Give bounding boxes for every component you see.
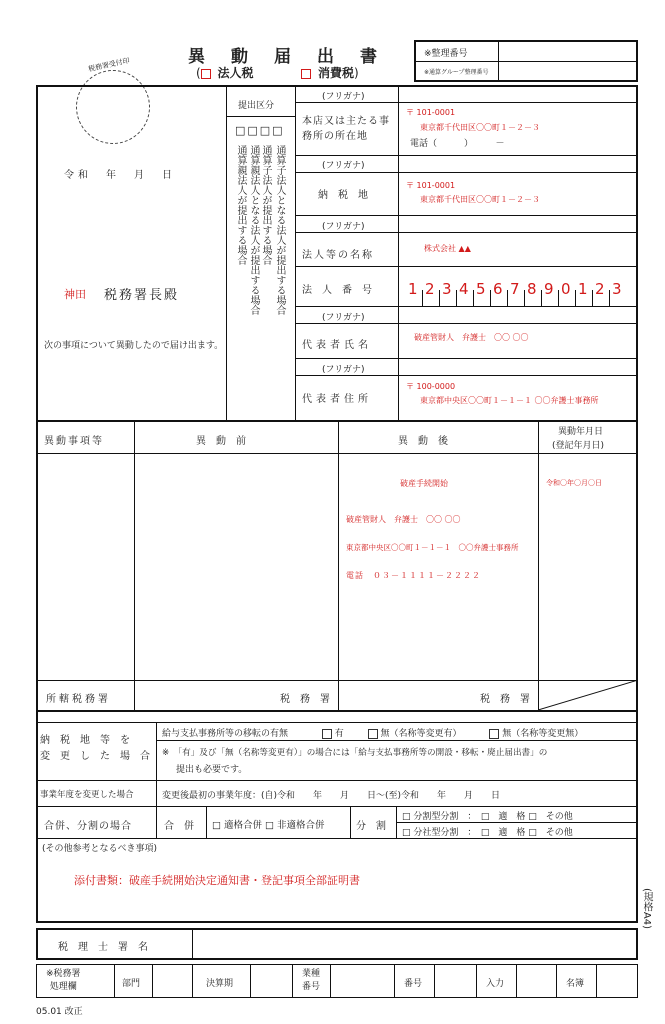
rep-name[interactable]: 破産管財人 弁護士 〇〇 〇〇 [414, 333, 529, 342]
split-type-b[interactable]: □ 分社型分割 ： □ 適 格 □ その他 [402, 828, 573, 838]
col-date-sub: (登記年月日) [552, 441, 605, 451]
category-label: 提出区分 [238, 101, 275, 111]
split-cell: 分 割 [356, 821, 386, 832]
corp-no-digits[interactable] [398, 268, 638, 306]
corp-no-digit: 2 [595, 280, 605, 298]
corp-tax-checkbox[interactable] [201, 69, 211, 79]
register-label: 名簿 [566, 979, 585, 989]
hq-phone[interactable]: 電話（ ） － [410, 139, 505, 149]
input-label: 入力 [486, 979, 505, 989]
tax-type-line: ( 法人税 消費税) [196, 66, 359, 80]
corp-name-label: 法人等の名称 [302, 250, 374, 261]
tax-place-change-line1: 納 税 地 等 を [40, 735, 130, 746]
after-line-4[interactable]: 電話 ０３－１１１１－２２２２ [346, 571, 481, 580]
change-item-cell[interactable] [37, 454, 133, 680]
after-line-2[interactable]: 破産管財人 弁護士 〇〇 〇〇 [346, 515, 461, 524]
other-label: (その他参考となるべき事項) [42, 844, 158, 854]
after-line-3[interactable]: 東京都中央区〇〇町１－１－１ 〇〇弁護士事務所 [346, 543, 519, 552]
hq-label: 本店又は主たる事務所の所在地 [302, 116, 390, 142]
fy-label: 事業年度を変更した場合 [40, 790, 134, 800]
notice-text: 次の事項について異動したので届け出ます。 [44, 341, 224, 351]
consumption-tax-label: 消費税 [318, 66, 355, 80]
tax-office-suffix: 税務署長殿 [104, 288, 180, 303]
hq-postal[interactable]: 〒 101-0001 [406, 108, 456, 117]
corp-name[interactable]: 株式会社 ▲▲ [424, 244, 471, 253]
furigana-3: (フリガナ) [322, 222, 365, 232]
merger-label: 合併、分割の場合 [44, 821, 132, 832]
furigana-1: (フリガナ) [322, 92, 365, 102]
reception-stamp-label: 税務署受付印 [87, 56, 131, 74]
col-before: 異 動 前 [196, 436, 246, 447]
col-item: 異動事項等 [44, 436, 104, 447]
office-after[interactable]: 税 務 署 [480, 694, 530, 705]
number-label: 番号 [404, 979, 423, 989]
transfer-question [162, 726, 583, 739]
note-line-1: ※ 「有」及び「無（名称等変更有）」の場合には「給与支払事務所等の開設・移転・廃止届出書」の [162, 748, 548, 758]
tax-place-change-label [40, 733, 150, 765]
corp-no-digit: 5 [476, 280, 486, 298]
merger-options[interactable]: □ 適格合併 □ 非適格合併 [212, 820, 325, 831]
opt-no-unchanged: 無（名称等変更無） [502, 729, 584, 739]
dept-label: 部門 [122, 979, 141, 989]
tax-accountant-input[interactable] [194, 930, 636, 958]
corp-no-digit: 3 [442, 280, 452, 298]
industry-label [302, 968, 320, 994]
industry-line1: 業種 [302, 969, 321, 979]
ref-no-input[interactable] [500, 42, 636, 60]
category-checkboxes[interactable]: □□□□ [235, 124, 285, 137]
group-ref-label: ※通算グループ整理番号 [424, 69, 489, 76]
corp-no-digit: 8 [527, 280, 537, 298]
group-ref-input[interactable] [500, 63, 636, 81]
opt-no-changed: 無（名称等変更有） [380, 729, 462, 739]
opt-no-unchanged-checkbox[interactable] [489, 729, 499, 739]
category-option-2: 通算子法人が提出する場合 [260, 145, 271, 265]
ref-no-label: ※整理番号 [424, 49, 468, 59]
change-date-value[interactable]: 令和〇年〇月〇日 [546, 479, 602, 487]
transfer-q-text: 給与支払事務所等の移転の有無 [162, 729, 289, 739]
tax-postal[interactable]: 〒 101-0001 [406, 181, 456, 190]
rep-postal[interactable]: 〒 100-0000 [406, 382, 456, 391]
split-type-a[interactable]: □ 分割型分割 ： □ 適 格 □ その他 [402, 812, 573, 822]
consumption-tax-checkbox[interactable] [301, 69, 311, 79]
paper-size-note: (規格A4) [641, 888, 652, 930]
industry-line2: 番号 [302, 982, 321, 992]
fy-text[interactable]: 変更後最初の事業年度：(自)令和 年 月 日～(至)令和 年 月 日 [162, 791, 501, 801]
tax-place-label: 納 税 地 [318, 190, 368, 201]
corp-no-digit: 4 [459, 280, 469, 298]
category-option-3: 通算親法人となる法人が提出する場合 [248, 145, 259, 315]
col-date: 異動年月日 [558, 427, 604, 437]
office-use-line2: 処理欄 [49, 982, 77, 992]
col-after: 異 動 後 [398, 436, 448, 447]
revision-note: 05.01 改正 [36, 1007, 83, 1017]
rep-name-label: 代表者氏名 [302, 340, 372, 351]
corp-no-label: 法 人 番 号 [302, 285, 372, 296]
corp-no-digit: 1 [578, 280, 588, 298]
furigana-2: (フリガナ) [322, 161, 365, 171]
date-field[interactable]: 令和 年 月 日 [64, 170, 176, 181]
corp-no-digit: 2 [425, 280, 435, 298]
office-use-line1: ※税務署 [46, 969, 81, 979]
opt-no-changed-checkbox[interactable] [368, 729, 378, 739]
opt-yes-checkbox[interactable] [322, 729, 332, 739]
opt-yes: 有 [334, 729, 344, 739]
furigana-4: (フリガナ) [322, 313, 365, 323]
form-title: 異動届出書 [188, 47, 403, 67]
note-line-2: 提出も必要です。 [176, 765, 248, 775]
corp-no-digit: 3 [612, 280, 622, 298]
rep-address[interactable]: 東京都中央区〇〇町１－１－１ 〇〇弁護士事務所 [420, 396, 599, 405]
after-line-1[interactable]: 破産手続開始 [400, 479, 448, 488]
corp-no-digit: 9 [544, 280, 554, 298]
fiscal-label: 決算期 [206, 979, 234, 989]
corp-no-digit: 7 [510, 280, 520, 298]
category-option-4: 通算親法人が提出する場合 [235, 145, 246, 265]
corp-no-digit: 1 [408, 280, 418, 298]
office-use-label [46, 968, 81, 994]
tax-accountant-label: 税 理 士 署 名 [58, 942, 148, 953]
corp-no-digit: 0 [561, 280, 571, 298]
attachments[interactable]: 添付書類：破産手続開始決定通知書・登記事項全部証明書 [74, 874, 360, 887]
change-before-cell[interactable] [135, 454, 337, 680]
office-before[interactable]: 税 務 署 [280, 694, 330, 705]
furigana-5: (フリガナ) [322, 365, 365, 375]
category-option-1: 通算子法人となる法人が提出する場合 [274, 145, 285, 315]
merger-cell: 合 併 [164, 821, 194, 832]
office-label: 所轄税務署 [46, 694, 111, 705]
tax-office-name[interactable]: 神田 [64, 288, 86, 301]
tax-place-change-line2: 変 更 し た 場 合 [40, 751, 150, 762]
office-date-slash [538, 680, 638, 710]
corp-no-digit: 6 [493, 280, 503, 298]
tax-address[interactable]: 東京都千代田区〇〇町１－２－３ [420, 195, 540, 204]
rep-addr-label: 代表者住所 [302, 394, 372, 405]
corp-tax-label: 法人税 [217, 66, 254, 80]
hq-address[interactable]: 東京都千代田区〇〇町１－２－３ [420, 123, 540, 132]
